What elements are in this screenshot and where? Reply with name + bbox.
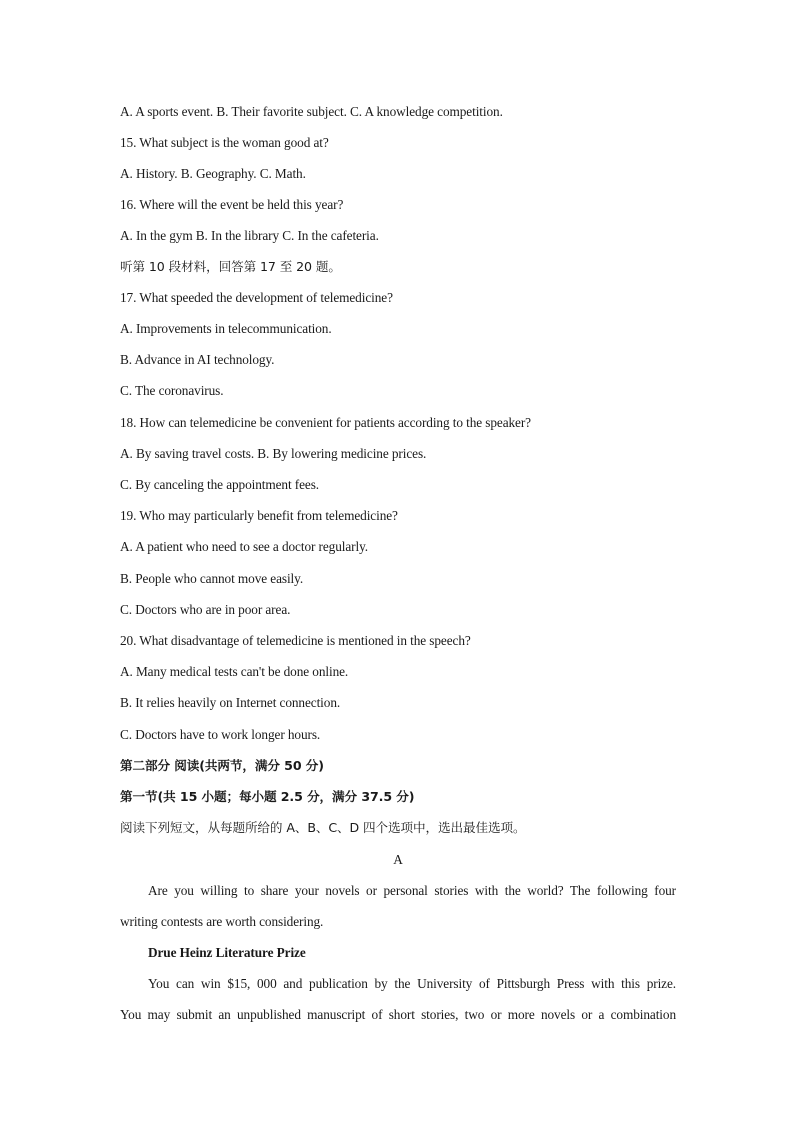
passage-letter: A (393, 852, 403, 867)
q15-question: 15. What subject is the woman good at? (120, 135, 329, 150)
prize-heading: Drue Heinz Literature Prize (148, 945, 306, 960)
passage-paragraph-2-line-2: You may submit an unpublished manuscript of short stories, two or more novels or a combination (120, 1007, 676, 1022)
passage-paragraph-1-line-2: writing contests are worth considering. (120, 914, 324, 929)
passage-paragraph-2-line-1: You can win $15, 000 and publication by the University of Pittsburgh Press with this prize. (148, 976, 676, 991)
passage-paragraph-1-line-1: Are you willing to share your novels or personal stories with the world? The following four (148, 883, 676, 898)
q18-question: 18. How can telemedicine be convenient for patients according to the speaker? (120, 415, 531, 430)
q20-option-a: A. Many medical tests can't be done online. (120, 664, 349, 679)
q20-question: 20. What disadvantage of telemedicine is mentioned in the speech? (120, 633, 471, 648)
q19-option-b: B. People who cannot move easily. (120, 571, 304, 586)
q20-option-c: C. Doctors have to work longer hours. (120, 727, 321, 742)
q16-question: 16. Where will the event be held this year? (120, 197, 344, 212)
part-two-heading: 第二部分 阅读(共两节，满分 50 分) (120, 758, 324, 773)
q16-options: A. In the gym B. In the library C. In the cafeteria. (120, 228, 379, 243)
q17-question: 17. What speeded the development of telemedicine? (120, 290, 393, 305)
q18-option-c: C. By canceling the appointment fees. (120, 477, 320, 492)
q18-options-ab: A. By saving travel costs. B. By lowering medicine prices. (120, 446, 427, 461)
q14-options: A. A sports event. B. Their favorite subject. C. A knowledge competition. (120, 104, 503, 119)
q15-options: A. History. B. Geography. C. Math. (120, 166, 306, 181)
section-instruction-10: 听第 10 段材料，回答第 17 至 20 题。 (120, 259, 341, 274)
section-one-heading: 第一节(共 15 小题；每小题 2.5 分，满分 37.5 分) (120, 789, 415, 804)
q17-option-b: B. Advance in AI technology. (120, 352, 275, 367)
q19-question: 19. Who may particularly benefit from telemedicine? (120, 508, 398, 523)
q17-option-a: A. Improvements in telecommunication. (120, 321, 332, 336)
reading-instruction: 阅读下列短文，从每题所给的 A、B、C、D 四个选项中，选出最佳选项。 (120, 820, 526, 835)
q20-option-b: B. It relies heavily on Internet connection. (120, 695, 341, 710)
q17-option-c: C. The coronavirus. (120, 383, 224, 398)
q19-option-c: C. Doctors who are in poor area. (120, 602, 291, 617)
q19-option-a: A. A patient who need to see a doctor regularly. (120, 539, 369, 554)
